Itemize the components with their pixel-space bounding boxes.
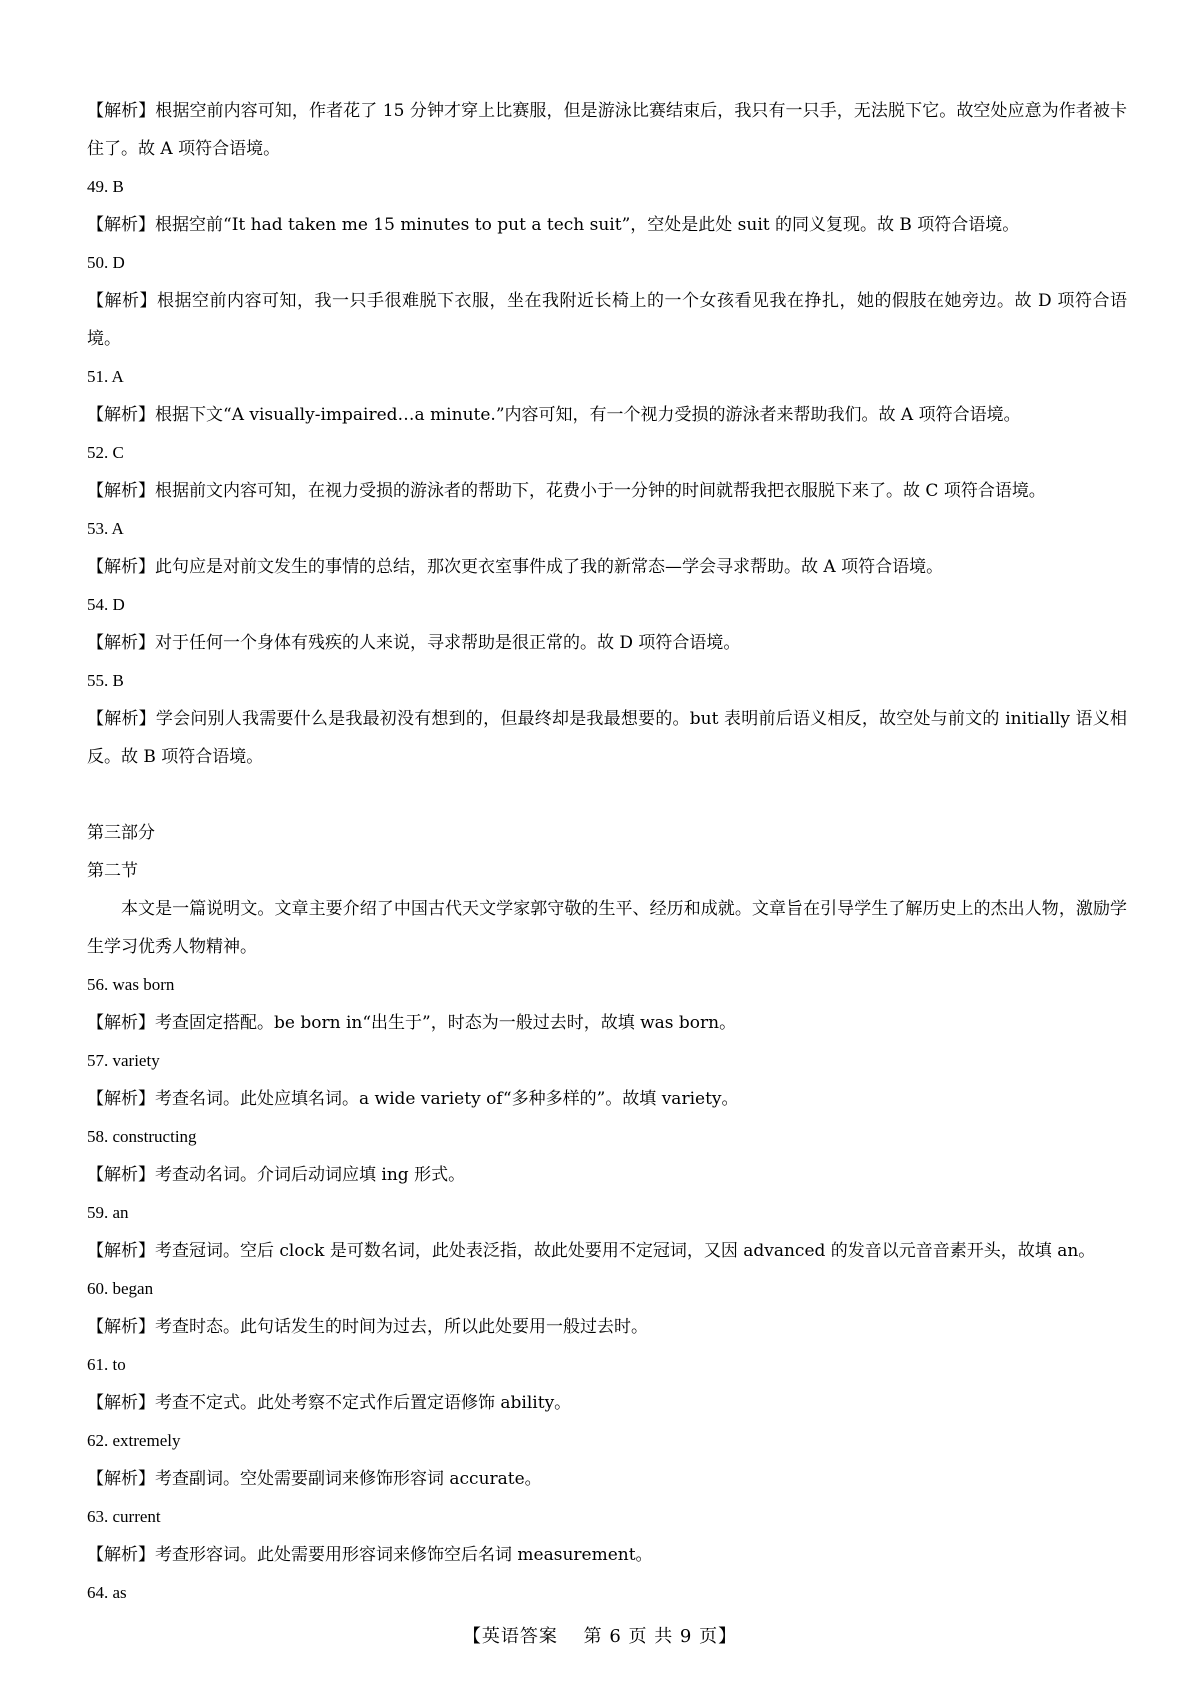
- page-footer: 【英语答案 第 6 页 共 9 页】: [462, 1626, 738, 1647]
- answer-51: 51. A: [87, 367, 124, 386]
- page-content: [87, 92, 1127, 1612]
- answer-50: 50. D: [87, 253, 125, 272]
- explanation-55: 【解析】学会问别人我需要什么是我最初没有想到的，但最终却是我最想要的。but 表明前后语义相反，故空处与前文的 initially 语义相反。故 B 项符合语境。: [87, 709, 1127, 767]
- answer-61: 61. to: [87, 1355, 126, 1374]
- explanation-57: 【解析】考查名词。此处应填名词。a wide variety of“多种多样的”。故填 variety。: [87, 1089, 739, 1109]
- explanation-52: 【解析】根据前文内容可知，在视力受损的游泳者的帮助下，花费小于一分钟的时间就帮我把衣服脱下来了。故 C 项符合语境。: [87, 481, 1046, 501]
- answer-58: 58. constructing: [87, 1127, 197, 1146]
- part-heading: 第三部分: [87, 823, 155, 843]
- explanation-58: 【解析】考查动名词。介词后动词应填 ing 形式。: [87, 1165, 466, 1185]
- explanation-56: 【解析】考查固定搭配。be born in“出生于”，时态为一般过去时，故填 was born。: [87, 1013, 737, 1033]
- answer-57: 57. variety: [87, 1051, 160, 1070]
- answer-55: 55. B: [87, 671, 124, 690]
- section-spacer: [87, 776, 1127, 814]
- answer-63: 63. current: [87, 1507, 161, 1526]
- answer-49: 49. B: [87, 177, 124, 196]
- explanation-48: 【解析】根据空前内容可知，作者花了 15 分钟才穿上比赛服，但是游泳比赛结束后，我只有一只手，无法脱下它。故空处应意为作者被卡住了。故 A 项符合语境。: [87, 101, 1127, 159]
- explanation-51: 【解析】根据下文“A visually-impaired…a minute.”内容可知，有一个视力受损的游泳者来帮助我们。故 A 项符合语境。: [87, 405, 1021, 425]
- answer-56: 56. was born: [87, 975, 175, 994]
- explanation-61: 【解析】考查不定式。此处考察不定式作后置定语修饰 ability。: [87, 1393, 572, 1413]
- explanation-54: 【解析】对于任何一个身体有残疾的人来说，寻求帮助是很正常的。故 D 项符合语境。: [87, 633, 741, 653]
- answer-52: 52. C: [87, 443, 124, 462]
- answer-59: 59. an: [87, 1203, 129, 1222]
- passage-summary: 本文是一篇说明文。文章主要介绍了中国古代天文学家郭守敬的生平、经历和成就。文章旨在引导学生了解历史上的杰出人物，激励学生学习优秀人物精神。: [87, 899, 1127, 957]
- explanation-59: 【解析】考查冠词。空后 clock 是可数名词，此处表泛指，故此处要用不定冠词，又因 advanced 的发音以元音音素开头，故填 an。: [87, 1241, 1096, 1261]
- explanation-62: 【解析】考查副词。空处需要副词来修饰形容词 accurate。: [87, 1469, 542, 1489]
- answer-53: 53. A: [87, 519, 124, 538]
- explanation-63: 【解析】考查形容词。此处需要用形容词来修饰空后名词 measurement。: [87, 1545, 653, 1565]
- explanation-50: 【解析】根据空前内容可知，我一只手很难脱下衣服，坐在我附近长椅上的一个女孩看见我在挣扎，她的假肢在她旁边。故 D 项符合语境。: [87, 291, 1127, 349]
- answer-54: 54. D: [87, 595, 125, 614]
- answer-64: 64. as: [87, 1583, 127, 1602]
- explanation-53: 【解析】此句应是对前文发生的事情的总结，那次更衣室事件成了我的新常态—学会寻求帮助。故 A 项符合语境。: [87, 557, 944, 577]
- answer-62: 62. extremely: [87, 1431, 181, 1450]
- explanation-60: 【解析】考查时态。此句话发生的时间为过去，所以此处要用一般过去时。: [87, 1317, 648, 1337]
- explanation-49: 【解析】根据空前“It had taken me 15 minutes to put a tech suit”，空处是此处 suit 的同义复现。故 B 项符合语境。: [87, 215, 1020, 235]
- subsection-heading: 第二节: [87, 861, 138, 881]
- answer-60: 60. began: [87, 1279, 154, 1298]
